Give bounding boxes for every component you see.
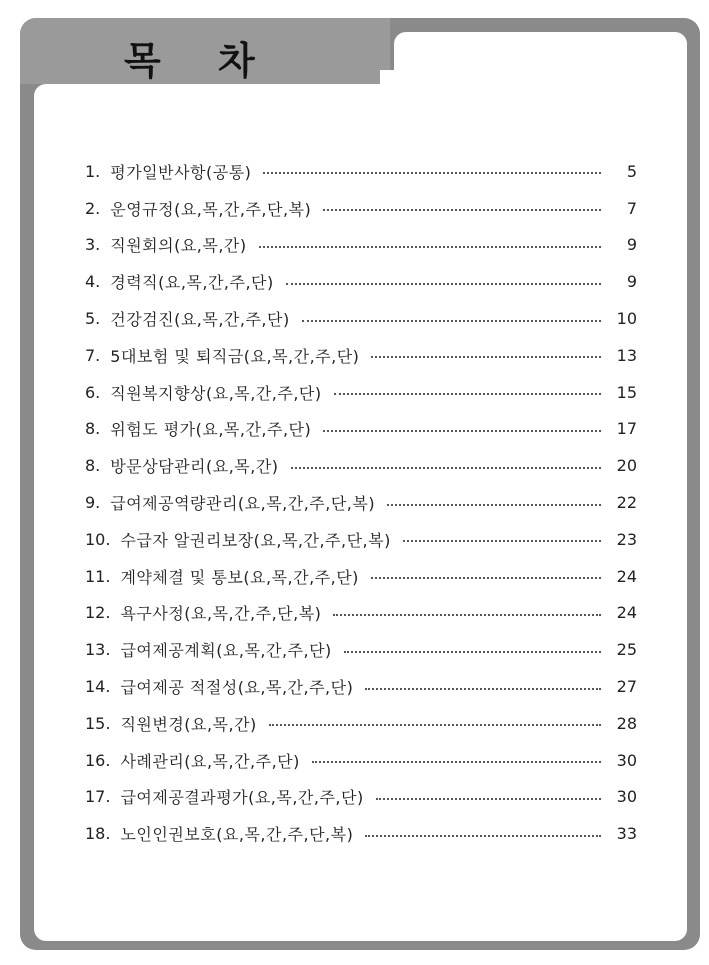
toc-entry-number: 1. <box>85 161 101 181</box>
dot-leader <box>371 356 601 358</box>
toc-entry-page: 28 <box>616 713 637 733</box>
toc-entry-number: 13. <box>85 640 111 660</box>
toc-entry-number: 12. <box>85 603 111 623</box>
toc-entry-page: 7 <box>626 198 637 218</box>
toc-entry[interactable] <box>85 521 637 558</box>
toc-entry[interactable] <box>85 558 637 595</box>
toc-entry[interactable] <box>85 595 637 632</box>
toc-entry-page: 22 <box>616 493 637 513</box>
dot-leader <box>333 614 601 616</box>
dot-leader <box>259 246 601 248</box>
toc-entry-label: 사례관리(요,목,간,주,단) <box>120 751 300 771</box>
toc-entry-page: 27 <box>616 677 637 697</box>
toc-entry-number: 5. <box>85 309 101 329</box>
toc-entry-number: 4. <box>85 272 101 292</box>
toc-entry-label: 위험도 평가(요,목,간,주,단) <box>110 420 312 440</box>
toc-entry-label: 노인인권보호(요,목,간,주,단,복) <box>120 825 354 845</box>
toc-entry[interactable] <box>85 742 637 779</box>
toc-entry-label: 건강검진(요,목,간,주,단) <box>110 310 290 330</box>
dot-leader <box>323 430 601 432</box>
toc-entry-label: 운영규정(요,목,간,주,단,복) <box>110 199 312 219</box>
toc-entry-page: 9 <box>626 235 637 255</box>
toc-entry-number: 17. <box>85 787 111 807</box>
dot-leader <box>365 688 601 690</box>
toc-entry-label: 급여제공계획(요,목,간,주,단) <box>120 641 332 661</box>
toc-entry-number: 16. <box>85 750 111 770</box>
toc-entry[interactable] <box>85 227 637 264</box>
toc-entry[interactable] <box>85 374 637 411</box>
toc-entry-label: 계약체결 및 통보(요,목,간,주,단) <box>120 567 359 587</box>
dot-leader <box>263 172 601 174</box>
toc-entry-label: 욕구사정(요,목,간,주,단,복) <box>120 604 322 624</box>
toc-entry-page: 23 <box>616 529 637 549</box>
toc-entry-page: 25 <box>616 640 637 660</box>
toc-entry-label: 방문상담관리(요,목,간) <box>110 457 279 477</box>
toc-entry-page: 5 <box>626 161 637 181</box>
toc-entry-page: 24 <box>616 603 637 623</box>
toc-entry-page: 13 <box>616 345 637 365</box>
toc-entry-number: 3. <box>85 235 101 255</box>
toc-entry-page: 24 <box>616 566 637 586</box>
toc-entry-label: 급여제공역량관리(요,목,간,주,단,복) <box>110 494 376 514</box>
toc-entry-label: 급여제공 적절성(요,목,간,주,단) <box>120 678 354 698</box>
toc-entry-number: 8. <box>85 419 101 439</box>
dot-leader <box>269 724 601 726</box>
toc-entry-page: 15 <box>616 382 637 402</box>
toc-entry-label: 5대보험 및 퇴직금(요,목,간,주,단) <box>110 346 360 366</box>
toc-entry-label: 급여제공결과평가(요,목,간,주,단) <box>120 788 364 808</box>
toc-entry-number: 9. <box>85 493 101 513</box>
toc-entry-number: 2. <box>85 198 101 218</box>
toc-entry[interactable] <box>85 779 637 816</box>
toc-list <box>85 153 637 852</box>
toc-entry-label: 평가일반사항(공통) <box>110 162 252 182</box>
toc-entry-number: 14. <box>85 677 111 697</box>
dot-leader <box>312 761 601 763</box>
toc-entry[interactable] <box>85 705 637 742</box>
toc-entry[interactable] <box>85 484 637 521</box>
toc-entry-number: 8. <box>85 456 101 476</box>
dot-leader <box>302 320 601 322</box>
toc-entry[interactable] <box>85 447 637 484</box>
toc-entry[interactable] <box>85 153 637 190</box>
dot-leader <box>291 467 601 469</box>
toc-entry-label: 직원변경(요,목,간) <box>120 714 257 734</box>
toc-entry-number: 7. <box>85 345 101 365</box>
toc-entry-page: 30 <box>616 750 637 770</box>
toc-entry[interactable] <box>85 337 637 374</box>
toc-entry-page: 30 <box>616 787 637 807</box>
toc-entry[interactable] <box>85 631 637 668</box>
toc-entry-label: 직원회의(요,목,간) <box>110 236 247 256</box>
dot-leader <box>334 393 601 395</box>
dot-leader <box>365 835 601 837</box>
toc-entry-page: 33 <box>616 824 637 844</box>
toc-entry-page: 20 <box>616 456 637 476</box>
toc-entry-label: 수급자 알권리보장(요,목,간,주,단,복) <box>120 530 391 550</box>
toc-entry[interactable] <box>85 263 637 300</box>
toc-entry[interactable] <box>85 668 637 705</box>
toc-entry[interactable] <box>85 411 637 448</box>
toc-entry-number: 15. <box>85 713 111 733</box>
dot-leader <box>286 283 601 285</box>
toc-entry-page: 17 <box>616 419 637 439</box>
toc-entry-number: 10. <box>85 529 111 549</box>
toc-entry-page: 10 <box>616 309 637 329</box>
dot-leader <box>403 540 601 542</box>
toc-entry-number: 6. <box>85 382 101 402</box>
toc-entry[interactable] <box>85 300 637 337</box>
toc-entry-number: 11. <box>85 566 111 586</box>
dot-leader <box>344 651 601 653</box>
toc-entry-page: 9 <box>626 272 637 292</box>
dot-leader <box>371 577 601 579</box>
toc-entry-number: 18. <box>85 824 111 844</box>
dot-leader <box>376 798 601 800</box>
toc-entry[interactable] <box>85 190 637 227</box>
toc-entry-label: 경력직(요,목,간,주,단) <box>110 273 274 293</box>
toc-entry[interactable] <box>85 815 637 852</box>
dot-leader <box>387 504 601 506</box>
page-title: 목 차 <box>124 39 277 83</box>
toc-entry-label: 직원복지향상(요,목,간,주,단) <box>110 383 322 403</box>
dot-leader <box>323 209 601 211</box>
